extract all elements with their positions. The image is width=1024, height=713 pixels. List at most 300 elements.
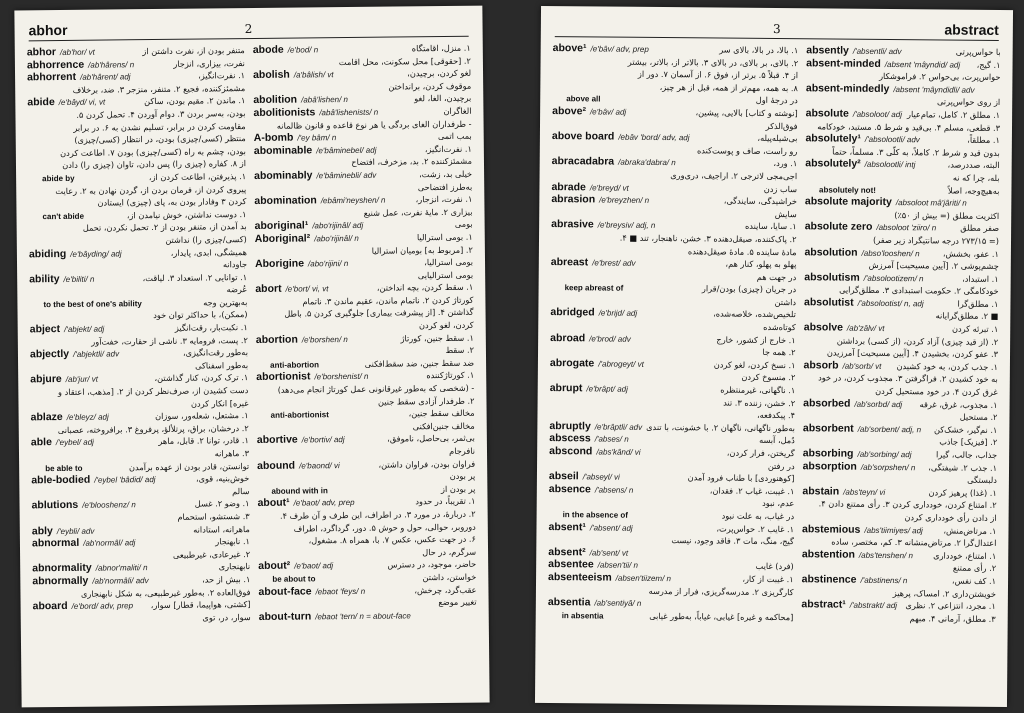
pronunciation: /absent 'mâyndid/ adj — [884, 59, 961, 70]
definition-continuation: عدم، نبود — [762, 498, 795, 509]
definition: [کوهنوردی] با طناب فرود آمدن — [687, 472, 795, 484]
page-number: 3 — [772, 21, 781, 37]
definition-continuation: خویشتن‌داری ۲. امساک، پرهیز — [892, 587, 996, 599]
definition: ۱. مجذوب، غرق، غرقه — [919, 398, 998, 410]
definition-continuation: دلبستگی — [967, 474, 997, 486]
headword: absolutism — [804, 270, 860, 284]
definition-continuation: ۲. سقط — [445, 344, 474, 356]
headword: aboriginal¹ — [254, 219, 309, 233]
dictionary-entry — [552, 155, 798, 170]
definition: پهلو به پهلو، کنار هم، — [725, 258, 797, 270]
definition-continuation: بودن، چشم به راه (کسی/چیزی) بودن ۷. اطاعت کردن — [60, 145, 246, 158]
headword: absolutely² — [805, 157, 861, 171]
definition-continuation: ۳. عفو کردن، بخشیدن ۴. [آیین مسیحیت] آمرزیدن — [826, 347, 999, 360]
definition: ۱. توانایی ۲. استعداد ۳. لیاقت، — [142, 271, 248, 283]
headword: abjectly — [29, 348, 70, 361]
headword: about-face — [258, 584, 312, 598]
pronunciation: /e'bâyding/ adj — [70, 248, 122, 259]
dictionary-entry — [31, 472, 249, 487]
phrase-headword: abide by — [42, 173, 75, 184]
definition-continuation: ۲. خشن، زننده ۳. تند — [723, 397, 796, 408]
definition-continuation: غرق کردن ۴. در خود مستحیل کردن — [875, 385, 998, 397]
pronunciation: /'eybel/ adj — [55, 438, 94, 448]
definition: خواستن، داشتن — [422, 571, 477, 583]
phrase-headword: abound with in — [271, 485, 328, 496]
definition-continuation: (ممکن)، با حداکثر توان خود — [153, 309, 248, 321]
definition: ۱. مرتاض‌منش، — [943, 525, 997, 536]
definition-continuation: ۲. امتناع کردن، خودداری کردن ۳. رأی ممتنع دادن ۴. — [818, 498, 997, 511]
definition-continuation: ۲. منسوخ کردن — [741, 372, 796, 383]
pronunciation: /'absent/ adj — [589, 522, 633, 533]
pronunciation: /'abses/ n — [594, 434, 629, 445]
definition: صفر مطلق — [960, 222, 1000, 234]
definition-continuation: کردن، لغو کردن — [418, 319, 474, 331]
headword: Aborigine — [254, 257, 305, 271]
definition: بمب اتمی — [437, 130, 472, 142]
right-page — [535, 6, 1013, 707]
definition: جذاب، جالب، گیرا — [936, 449, 998, 460]
definition-continuation: سالم — [232, 485, 250, 496]
dictionary-entry — [803, 460, 998, 474]
definition: ماهرانه، استادانه — [193, 523, 250, 535]
headword: abstain — [802, 485, 840, 498]
headword: abscess — [549, 432, 591, 445]
pronunciation: /ab'sentiyâ/ n — [594, 598, 642, 608]
definition-continuation: مخالف جنین‌افکنی — [412, 420, 475, 432]
headword: abjure — [30, 373, 62, 386]
entry-column — [27, 44, 252, 701]
definition: ۱. ناگهانی، غیرمنتظره — [720, 384, 796, 396]
headword: aboard — [32, 600, 68, 613]
definition: بی‌شیله‌پیله، — [757, 133, 798, 144]
definition: ۱. عفو، بخشش، — [942, 247, 999, 259]
headword: abruptly — [549, 419, 591, 433]
definition-continuation: سایش — [774, 208, 797, 219]
pronunciation: /e'baot/ adv, prep — [293, 498, 355, 508]
definition-continuation: به خود کشیدن ۲. فراگرفتن ۳. مجذوب کردن، در خود — [818, 372, 998, 385]
definition-continuation: کردن ۳ وفادار بودن به، پای (چیزی) ایستادن — [97, 196, 247, 208]
phrase-headword: be able to — [45, 463, 83, 473]
pronunciation: /abo'rijinâl/ n — [314, 233, 359, 244]
definition-continuation: - طرفداران الغای بردگی یا هر نوع قاعده و قانون ظالمانه — [276, 118, 472, 131]
definition: ۱. دوست نداشتن، خوش نیامدن از، — [126, 208, 247, 221]
definition-continuation: منتظر (کسی/چیزی) بودن، در انتظار (کسی/چیزی) — [74, 133, 246, 146]
pronunciation: /'absolootizem/ n — [863, 273, 924, 283]
guide-word: abhor — [28, 21, 68, 39]
definition — [645, 606, 793, 607]
dictionary-entry — [804, 271, 999, 285]
pronunciation: /e'bort/ vi, vt — [285, 284, 329, 294]
headword: absolute — [805, 107, 849, 120]
definition-continuation: بودن، به‌سر بردن ۳. دوام آوردن ۴. تحمل کردن ۵. — [76, 108, 246, 120]
definition-continuation: کوتاه‌شده — [763, 321, 796, 333]
definition-continuation: مادهٔ ساینده ۵. مادهٔ صیقل‌دهنده — [687, 245, 797, 257]
dictionary-entry — [804, 296, 999, 310]
pronunciation: /ab'jur/ vt — [65, 375, 99, 385]
pronunciation: /e'bâv/ adv, prep — [590, 44, 649, 54]
headword: absorbed — [803, 396, 851, 410]
headword: absolute zero — [804, 220, 873, 234]
pronunciation: /ab'sorbent/ adj, n — [857, 424, 922, 435]
pronunciation: /e'brâpt/ adj — [586, 384, 628, 394]
phrase-headword: in absentia — [561, 610, 604, 621]
definition-continuation: بله، چرا که نه — [952, 172, 1000, 183]
definition-continuation: گیج، منگ، مات ۳. فاقد وجود، نیست — [671, 535, 795, 547]
pronunciation: /ab'zâlv/ vt — [846, 323, 885, 334]
headword: absently — [806, 44, 849, 57]
pronunciation: /'absoloot/ adj — [852, 109, 903, 120]
definition: ۱. مطلق ۲. کامل، تمام‌عیار — [906, 109, 1001, 120]
dictionary-entry — [548, 596, 794, 611]
definition: ۱. بومی استرالیا — [416, 231, 473, 243]
pronunciation: /abs'kând/ vi — [596, 447, 641, 457]
definition: ۱. تقریباً، در حدود — [415, 496, 476, 507]
headword: abrade — [551, 180, 586, 193]
pronunciation: /abs'tenshen/ n — [858, 550, 913, 560]
definition: با حواس‌پرتی — [955, 46, 1001, 57]
pronunciation: /e'brod/ adv — [589, 334, 631, 344]
dictionary-entry — [551, 256, 797, 271]
dictionary-entry — [259, 608, 477, 623]
dictionary-entry — [804, 321, 999, 335]
definition: به‌هیچ‌وجه، اصلاً — [947, 185, 1000, 196]
phrase-headword: anti-abortion — [270, 360, 320, 370]
pronunciation: /e'breysiv/ adj, n — [597, 220, 656, 231]
definition-continuation: مشمئزکننده، فجیع ۲. متنفر، منزجر ۳. ضد، برخلاف — [72, 82, 246, 95]
pronunciation: /absen'tiizem/ n — [615, 573, 672, 584]
definition: ۱. مشتعل، شعله‌ور، سوزان — [155, 410, 249, 422]
definition — [632, 556, 794, 557]
definition: همیشگی، ابدی، پایدار، — [170, 246, 247, 258]
phrase-headword: can't abide — [42, 211, 85, 221]
definition: برچیدن، الغا، لغو — [414, 93, 472, 104]
dictionary-entry — [551, 193, 797, 208]
left-page — [14, 6, 489, 708]
pronunciation: /'absentli/ adv — [852, 46, 902, 57]
headword: abrogate — [549, 356, 595, 370]
dictionary-entry — [257, 457, 475, 472]
definition: ۱. جذب ۲. شیفتگی، — [928, 461, 998, 473]
headword: abominably — [254, 169, 313, 182]
definition: ۱. امتناع، خودداری — [933, 550, 997, 561]
dictionary-entry — [805, 221, 1000, 235]
headword: abscond — [549, 445, 593, 458]
phrase-headword: anti-abortionist — [270, 410, 329, 421]
phrase-headword: absolutely not! — [818, 184, 876, 195]
pronunciation: /'eybli/ adv — [56, 526, 95, 536]
definition: ۱. بیش از حد، — [202, 573, 251, 585]
definition: لغو کردن، برچیدن، — [407, 67, 472, 79]
pronunciation: /e'bâyd/ vi, vt — [58, 97, 106, 108]
definition-continuation: دوروبر، حوالی، حول و حوش ۵. دور، گرداگرد، اطراف — [293, 521, 476, 534]
dictionary-entry — [548, 571, 794, 586]
definition-continuation: از دادن رأی خودداری کردن — [904, 512, 997, 523]
definition: [نوشته و کتاب] بالایی، پیشین، — [695, 107, 798, 119]
pronunciation: /ebâv 'bord/ adv, adj — [618, 132, 690, 143]
definition: ۱. تبرئه کردن — [951, 323, 999, 335]
headword: abolitionists — [253, 106, 316, 119]
headword: ablaze — [30, 411, 63, 424]
definition: [کشتی، هواپیما، قطار] سوار، — [150, 599, 251, 611]
headword: ably — [31, 524, 53, 537]
headword: about-turn — [258, 610, 312, 623]
definition: بومی — [454, 218, 473, 230]
dictionary-entry — [549, 445, 795, 460]
definition-continuation: ۲. (از قید چیزی) آزاد کردن، (از کسی) برداشتن — [836, 335, 999, 347]
pronunciation: /'abseyl/ vi — [582, 472, 620, 482]
pronunciation: /e'biliti/ n — [63, 274, 95, 284]
headword: abolition — [253, 93, 298, 107]
definition-continuation: پر بودن — [449, 470, 476, 482]
definition-continuation: ۲. غیرعادی، غیرطبیعی — [172, 548, 251, 560]
dictionary-entry — [802, 548, 997, 562]
phrase-entry — [548, 609, 794, 624]
phrase-headword: keep abreast of — [564, 283, 624, 293]
definition-continuation: ۲. [فیزیک] جاذب — [939, 436, 998, 448]
pronunciation: /ebaot 'tern/ n = about-face — [315, 611, 411, 622]
definition: ۱. غیبت، غیاب ۲. فقدان، — [709, 485, 795, 496]
definition-continuation: گذاشتن ۴. [از پیشرفت بیماری] جلوگیری کردن ۵. باطل — [284, 307, 474, 320]
headword: A-bomb — [253, 131, 294, 145]
headword: abhor — [26, 46, 57, 59]
definition-continuation: عُرضه — [226, 284, 248, 295]
definition-continuation: نافرجام — [449, 445, 476, 456]
headword: abroad — [550, 331, 586, 345]
pronunciation: /ab'sorbing/ adj — [857, 449, 912, 460]
pronunciation: /'absolootist/ n, adj — [857, 298, 924, 309]
definition-continuation: حواس‌پرت، بی‌حواس ۲. فراموشکار — [879, 71, 1001, 83]
definition: خوش‌بنیه، قوی، — [195, 473, 250, 484]
definition: ۱. سایا، ساینده — [744, 221, 797, 232]
pronunciation: /abraka'dabra/ n — [618, 157, 676, 168]
definition: ۱. گیج، — [976, 59, 1001, 70]
definition: ۱. سقط جنین، کورتاژ — [400, 332, 474, 344]
dictionary-entry — [553, 42, 799, 57]
pronunciation: /ab'hârent/ adj — [80, 72, 131, 82]
headword: abnormal — [31, 536, 80, 550]
headword: abracadabra — [551, 155, 615, 168]
definition: توانستن، قادر بودن از عهده برآمدن — [128, 460, 250, 472]
definition-continuation: ۲. طرفدار آزادی سقط جنین — [377, 395, 475, 407]
definition-continuation: در جهت هم — [756, 271, 797, 282]
definition-continuation: سوار، در، توی — [202, 611, 251, 623]
pronunciation: /ab'hor/ vt — [59, 47, 95, 57]
pronunciation: /ebaot 'feys/ n — [315, 586, 366, 596]
pronunciation: /abs'tiimiyes/ adj — [864, 525, 923, 535]
definition-continuation: موقوف کردن، برانداختن — [388, 80, 472, 92]
pronunciation: /absoloot mâ'jâriti/ n — [895, 198, 967, 208]
pronunciation: /e'bod/ n — [287, 45, 319, 55]
headword: above² — [552, 105, 587, 118]
definition-continuation: ۲. بالای، بر بالای، در بالای ۳. بالاتر از، بالاتر، بیشتر — [627, 56, 799, 68]
headword: abhorrent — [27, 71, 77, 84]
definition-continuation: (= ۲۷۳/۱۵ درجه سانتیگراد زیر صفر) — [872, 234, 1000, 246]
definition: ضد سقط جنین، ضد سقط‌افکنی — [364, 357, 475, 369]
definition-continuation: ۲. [مربوط به] بومیان استرالیا — [371, 244, 473, 256]
definition-continuation: فوق‌الذکر — [765, 120, 798, 131]
headword: absenteeism — [548, 570, 612, 584]
definition: دُمل، آبسه — [759, 435, 795, 446]
headword: Aboriginal² — [254, 232, 311, 245]
definition-continuation: ۲. مستحیل — [959, 411, 998, 423]
headword: abode — [252, 43, 284, 56]
definition-continuation: مشمئزکننده ۲. بد، مزخرف، افتضاح — [351, 156, 473, 168]
definition-continuation: (کسی/چیزی را) نداشتن — [165, 233, 247, 245]
headword: abridged — [550, 306, 595, 319]
definition: به‌طور ناگهانی، ناگهان ۲. با خشونت، با تندی — [646, 421, 795, 433]
definition-continuation: ۳. مطلق، آرمانی ۴. مبهم — [909, 612, 996, 624]
definition: ۱. خارج از کشور، خارج — [716, 334, 796, 345]
definition — [415, 617, 477, 618]
entry-column — [801, 44, 1001, 701]
definition-continuation: از روی حواس‌پرتی — [936, 96, 1001, 108]
definition: ۱. نم‌گیر، خشک‌کن — [934, 424, 998, 435]
entry-column — [547, 42, 798, 699]
pronunciation: /'absolootli/ adv — [864, 134, 920, 145]
pronunciation: /e'bortiv/ adj — [301, 435, 345, 445]
page-header — [28, 14, 468, 42]
headword: ability — [29, 272, 60, 286]
definition-continuation: ۲. دربارهٔ، در مورد ۳. در اطراف، این طرف و آن طرف ۴. — [279, 508, 476, 521]
pronunciation: /e'borshenist/ n — [314, 372, 369, 382]
definition: ۱. قادر، توانا ۲. قابل، ماهر — [158, 435, 249, 447]
headword: abomination — [254, 194, 317, 208]
definition: ۱. مطلق‌گرا — [957, 298, 999, 309]
pronunciation: /'abrogeyt/ vt — [598, 359, 644, 369]
pronunciation: /absen'tii/ n — [597, 560, 638, 571]
definition: ۱. ترک کردن، کنار گذاشتن، — [154, 372, 249, 384]
definition-continuation: ۲. [حقوقی] محل سکونت، محل اقامت — [338, 55, 471, 67]
definition: به‌طور رقت‌انگیزی، — [182, 347, 249, 358]
definition: ۱. نکبت‌بار، رقت‌انگیز — [174, 322, 248, 333]
definition-continuation: بد آمدن از، متنفر بودن از ۲. تحمل نکردن، تحمل — [82, 221, 247, 234]
definition-continuation: بدون قید و شرط ۲. کاملاً، به کلّی ۳. مسلماً، حتماً — [832, 146, 1000, 158]
dictionary-entry — [549, 483, 795, 498]
definition: بومی استرالیا، — [424, 256, 474, 268]
definition: ۱. مجرد، انتزاعی ۲. نظری — [905, 600, 996, 612]
pronunciation: /ab'sorpshen/ n — [860, 462, 916, 472]
definition: ۱. غایب ۲. حواس‌پرت، — [716, 523, 795, 534]
definition-continuation: تغییر موضع — [438, 596, 477, 608]
dictionary-entry — [804, 246, 999, 260]
definition: خیلی بد، زشت، — [419, 168, 473, 180]
definition: ۱. نفرت، انزجار، — [415, 193, 473, 205]
definition-continuation: کارگریزی ۲. مدرسه‌گریزی، فرار از مدرسه — [648, 585, 794, 597]
definition-continuation: مقاومت کردن در برابر، تسلیم نشدن به ۶. در برابر — [73, 120, 246, 133]
definition: خراشیدگی، سایندگی، — [723, 195, 797, 207]
definition: حاضر، موجود، در دسترس — [387, 559, 477, 570]
definition: ۱. نفرت‌انگیز، — [424, 143, 472, 154]
definition: تلخیص‌شده، خلاصه‌شده، — [713, 308, 796, 320]
dictionary-entry — [552, 105, 798, 120]
definition: ۱. سقط کردن، بچه انداختن، — [376, 281, 474, 293]
dictionary-entry — [256, 331, 474, 346]
definition: در درجهٔ اول — [755, 95, 798, 106]
definition: متنفر بودن از، نفرت داشتن از — [142, 45, 245, 57]
definition-continuation: در رفتن — [767, 460, 795, 471]
headword: abnormally — [32, 574, 89, 588]
headword: above board — [551, 130, 615, 143]
definition: ۱. کورتاژکننده — [426, 370, 475, 381]
headword: abstinence — [801, 573, 857, 586]
phrase-headword: be about to — [272, 574, 316, 584]
definition: ۱. پذیرفتن، اطاعت کردن از، — [148, 170, 247, 183]
dictionary-entry — [29, 246, 247, 261]
pronunciation: /e'breyzhen/ n — [599, 195, 650, 206]
definition: ۱. ورد، — [773, 158, 798, 169]
headword: absolute majority — [804, 195, 892, 209]
definition-continuation: ۸. به همه، مهم‌تر از همه، قبل از هر چیز، — [659, 81, 798, 93]
headword: abstract¹ — [801, 598, 846, 611]
definition-continuation: ۳. قطعی، مسلم ۴. بی‌قید و شرط ۵. مستبد، خودکامه — [817, 120, 1001, 133]
pronunciation: /abso'looshen/ n — [861, 248, 920, 258]
definition: ۱. جذب کردن، به خود کشیدن — [896, 360, 998, 372]
pronunciation: /e'brâptli/ adv — [594, 422, 643, 432]
pronunciation: /e'baond/ vi — [299, 460, 340, 471]
pronunciation: /'abstinens/ n — [860, 575, 908, 586]
definition: پر بودن از — [440, 483, 476, 494]
pronunciation: /'abjektli/ adv — [73, 349, 120, 360]
dictionary-entry — [802, 573, 997, 587]
headword: absorb — [803, 359, 839, 372]
dictionary-entry — [29, 271, 247, 286]
pronunciation: /absoloot 'ziiro/ n — [876, 223, 937, 233]
headword: abrasive — [551, 218, 594, 231]
pronunciation: /e'brijd/ adj — [598, 308, 638, 319]
dictionary-entry — [803, 422, 998, 436]
pronunciation: /'eybel 'bâdid/ adj — [94, 475, 156, 485]
headword: abide — [27, 96, 55, 109]
definition-continuation: ۳. ماهرانه — [214, 448, 250, 459]
definition: به‌بهترین وجه — [203, 296, 248, 308]
definition-continuation: ۲. درخشان، براق، پرتلألؤ، پرفروغ ۳. برافروخته، عصبانی — [57, 422, 249, 435]
definition: در جریان (چیزی) بودن/قرار — [701, 283, 797, 295]
dictionary-entry — [257, 432, 475, 447]
pronunciation: /'absens/ n — [594, 485, 634, 495]
definition: (فرد) غایب — [755, 561, 794, 572]
dictionary-entry — [803, 397, 998, 411]
pronunciation: /e'breyd/ vt — [589, 182, 629, 193]
pronunciation: /e'bâminebli/ adv — [316, 170, 377, 181]
headword: absent-mindedly — [805, 82, 890, 95]
pronunciation: /e'bleyz/ adj — [66, 412, 109, 423]
pronunciation: /a'bâlish/ vt — [293, 70, 334, 80]
definition-continuation: اجی‌مجی لاترجی ۲. اراجیف، دری‌وری — [670, 170, 798, 182]
definition: ۱. استبداد، — [962, 273, 999, 284]
headword: abseil — [548, 470, 579, 483]
definition: ساب زدن — [763, 183, 798, 194]
definition-continuation: ۲. پست، فرومایه ۳. ناشی از حقارت، خفت‌آور — [91, 334, 248, 347]
dictionary-entry — [552, 130, 798, 145]
pronunciation: /e'blooshenz/ n — [82, 500, 136, 511]
page-number: 2 — [244, 21, 253, 37]
definition-continuation: فوق‌العاده ۲. به‌طور غیرطبیعی، به شکل نابهنجاری — [80, 586, 251, 599]
definition-continuation: ۶. در جهت عکس، عکس ۷. با، همراه ۸. مشغول، — [308, 533, 476, 546]
definition: نفرت، بیزاری، انزجار — [173, 57, 245, 69]
definition-continuation: سرگرم، در حال — [422, 546, 477, 557]
pronunciation: /e'bâv/ adj — [589, 107, 627, 117]
definition-continuation: دست کشیدن از، صرف‌نظر کردن از ۲. [مذهب، اعتقاد و — [57, 385, 249, 398]
headword: absence — [548, 482, 591, 496]
definition-continuation: پیروی کردن از، فرمان بردن از، گردن نهادن به ۲. رعایت — [55, 183, 247, 196]
dictionary-entry — [550, 307, 796, 322]
headword: above¹ — [552, 42, 587, 55]
definition-continuation: بیزاری ۲. مایهٔ نفرت، عمل شنیع — [363, 206, 473, 218]
entry-columns — [27, 42, 478, 702]
definition-continuation: به‌طرز افتضاحی — [417, 181, 473, 192]
headword: abolish — [252, 68, 290, 82]
pronunciation: /abo'rijini/ n — [307, 259, 349, 269]
